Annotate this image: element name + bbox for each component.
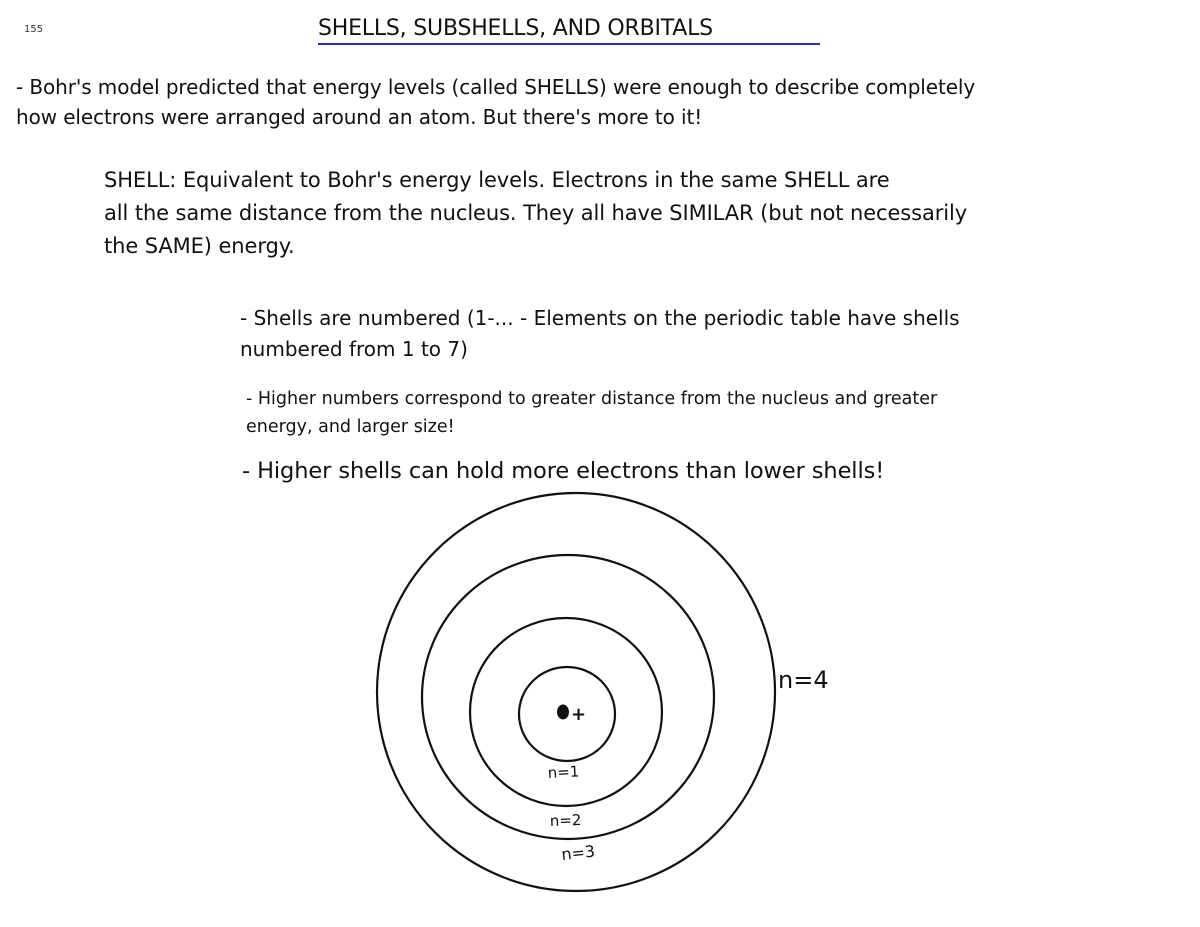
- shell-definition-line-2: all the same distance from the nucleus. They all have SIMILAR (but not necessarily: [104, 201, 968, 225]
- bullet-shells-numbered-line-2: numbered from 1 to 7): [240, 337, 468, 361]
- shell-label-n4: n=4: [778, 666, 829, 694]
- intro-text-line-1: - Bohr's model predicted that energy levels (called SHELLS) were enough to describe completely: [16, 75, 976, 99]
- intro-text-line-2: how electrons were arranged around an atom. But there's more to it!: [16, 105, 703, 129]
- shell-ring-n3: [422, 555, 714, 839]
- nucleus-charge-label: +: [571, 704, 587, 725]
- bullet-higher-numbers-line-1: - Higher numbers correspond to greater distance from the nucleus and greater: [246, 389, 938, 409]
- shell-diagram: [360, 480, 860, 910]
- title-underline: [318, 43, 820, 45]
- title-block: [318, 16, 822, 48]
- shell-label-n3: n=3: [560, 841, 596, 864]
- bullet-more-electrons: - Higher shells can hold more electrons than lower shells!: [242, 458, 885, 484]
- shell-definition-line-1: SHELL: Equivalent to Bohr's energy levels. Electrons in the same SHELL are: [104, 168, 890, 192]
- nucleus-dot: [557, 705, 569, 720]
- bullet-shells-numbered-line-1: - Shells are numbered (1-... - Elements on the periodic table have shells: [240, 306, 960, 330]
- shell-label-n1: n=1: [547, 762, 580, 782]
- bullet-higher-numbers-line-2: energy, and larger size!: [246, 417, 455, 437]
- shell-label-n2: n=2: [549, 810, 582, 830]
- shell-definition-line-3: the SAME) energy.: [104, 234, 295, 258]
- page-title: SHELLS, SUBSHELLS, AND ORBITALS: [318, 16, 713, 41]
- page-number: 155: [24, 24, 44, 35]
- shell-ring-n4: [377, 493, 775, 891]
